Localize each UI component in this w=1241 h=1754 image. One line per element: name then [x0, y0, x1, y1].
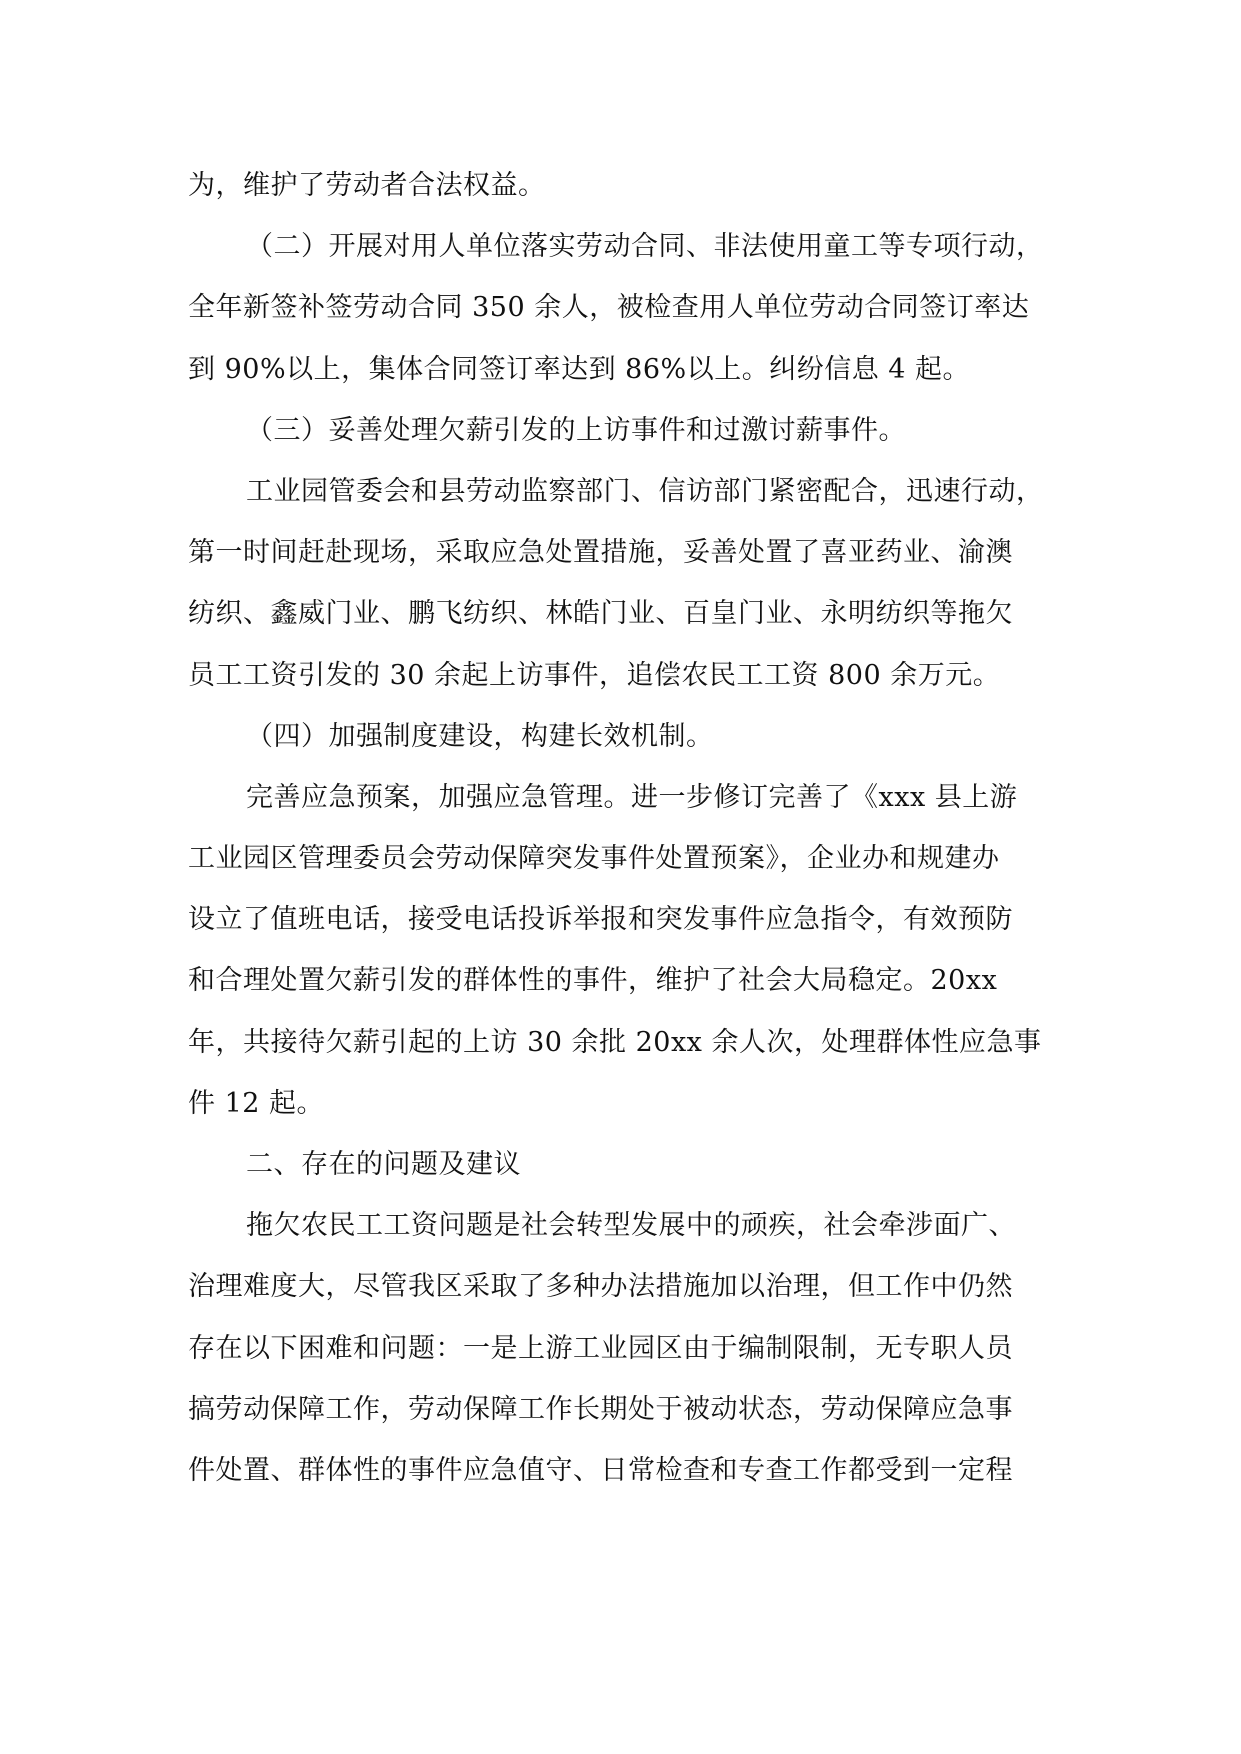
text-line: 存在以下困难和问题：一是上游工业园区由于编制限制，无专职人员: [188, 1332, 1013, 1364]
text-line: 和合理处置欠薪引发的群体性的事件，维护了社会大局稳定。20xx: [188, 965, 998, 997]
text-line: 全年新签补签劳动合同 350 余人，被检查用人单位劳动合同签订率达: [188, 292, 1030, 324]
text-line: 件 12 起。: [188, 1087, 325, 1119]
text-line: 搞劳动保障工作，劳动保障工作长期处于被动状态，劳动保障应急事: [188, 1393, 1013, 1425]
text-line: 治理难度大，尽管我区采取了多种办法措施加以治理，但工作中仍然: [188, 1271, 1013, 1303]
text-line: 工业园区管理委员会劳动保障突发事件处置预案》，企业办和规建办: [188, 843, 1000, 875]
text-line: 工业园管委会和县劳动监察部门、信访部门紧密配合，迅速行动，: [246, 475, 1044, 507]
text-line: 为，维护了劳动者合法权益。: [188, 170, 546, 201]
text-line: 设立了值班电话，接受电话投诉举报和突发事件应急指令，有效预防: [188, 904, 1013, 936]
section-heading: （三）妥善处理欠薪引发的上访事件和过激讨薪事件。: [246, 414, 906, 446]
text-line: （二）开展对用人单位落实劳动合同、非法使用童工等专项行动，: [246, 231, 1044, 263]
section-heading: （四）加强制度建设，构建长效机制。: [246, 720, 714, 752]
text-line: 纺织、鑫威门业、鹏飞纺织、林皓门业、百皇门业、永明纺织等拖欠: [188, 598, 1013, 630]
section-heading: 二、存在的问题及建议: [246, 1149, 521, 1180]
text-line: 员工工资引发的 30 余起上访事件，追偿农民工工资 800 余万元。: [188, 659, 1001, 691]
text-line: 件处置、群体性的事件应急值守、日常检查和专查工作都受到一定程: [188, 1454, 1013, 1486]
text-line: 到 90%以上，集体合同签订率达到 86%以上。纠纷信息 4 起。: [188, 353, 971, 385]
text-line: 年，共接待欠薪引起的上访 30 余批 20xx 余人次，处理群体性应急事: [188, 1026, 1042, 1058]
document-body: [188, 155, 1058, 1501]
text-line: 拖欠农民工工资问题是社会转型发展中的顽疾，社会牵涉面广、: [246, 1210, 1016, 1242]
text-line: 完善应急预案，加强应急管理。进一步修订完善了《xxx 县上游: [246, 781, 1018, 813]
text-line: 第一时间赶赴现场，采取应急处置措施，妥善处置了喜亚药业、渝澳: [188, 537, 1013, 569]
